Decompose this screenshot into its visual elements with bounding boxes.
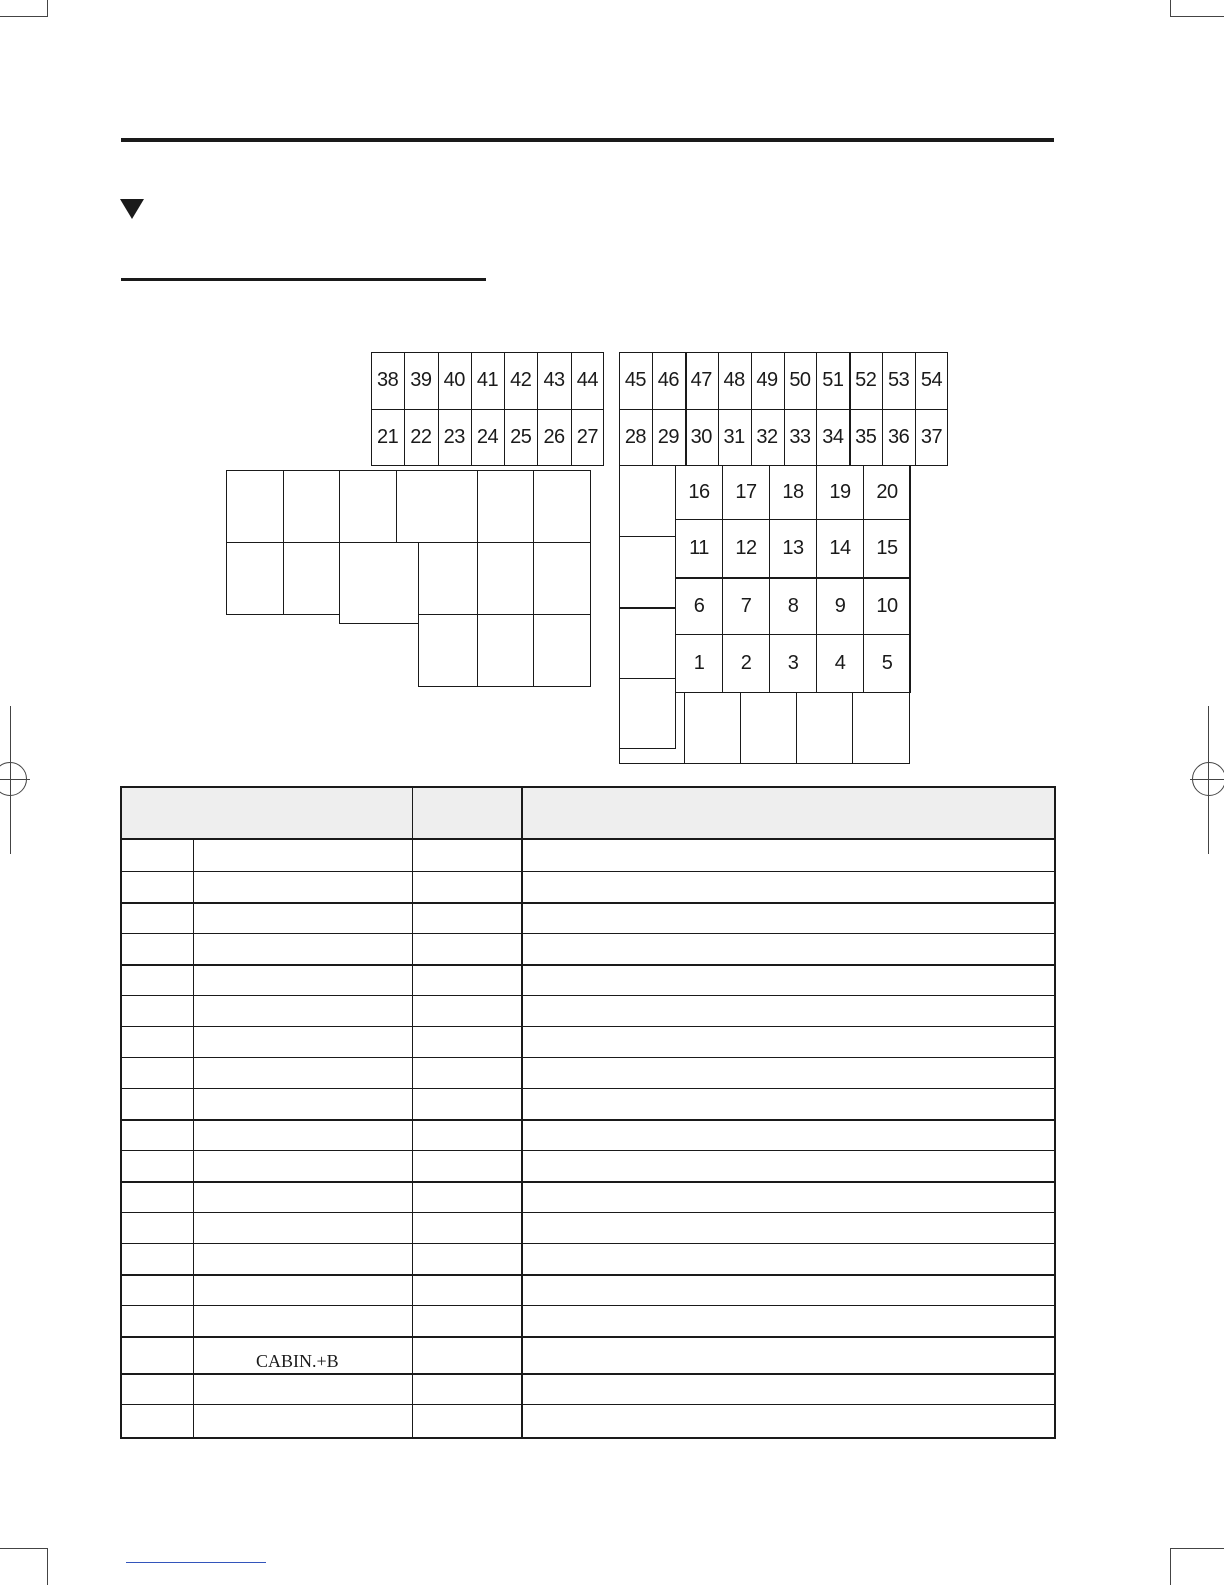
- strip-cell-divider: [537, 352, 538, 466]
- fuse-number-53: 53: [888, 369, 910, 391]
- fuse-number-5: 5: [863, 634, 911, 693]
- table-row-divider: [120, 1057, 1056, 1058]
- fuse-number-2: 2: [722, 634, 770, 693]
- fuse-number-50: 50: [789, 369, 811, 391]
- bottom-slot: [796, 692, 853, 764]
- fuse-number-23: 23: [443, 426, 465, 448]
- strip-cell-divider: [404, 352, 405, 466]
- strip-cell-divider: [471, 352, 472, 466]
- fuse-number-34: 34: [822, 426, 844, 448]
- side-slot: [619, 465, 676, 537]
- fuse-number-30: 30: [690, 426, 712, 448]
- relay-slot: [533, 542, 591, 615]
- fuse-number-16: 16: [675, 465, 723, 520]
- table-row-divider: [120, 1336, 1056, 1338]
- fuse-number-36: 36: [888, 426, 910, 448]
- relay-slot-large: [339, 542, 419, 624]
- bottom-slot: [852, 692, 910, 764]
- table-column-divider: [412, 786, 413, 1439]
- table-row-divider: [120, 933, 1056, 934]
- table-row-divider: [120, 1212, 1056, 1213]
- fuse-number-3: 3: [769, 634, 817, 693]
- table-row-divider: [120, 871, 1056, 872]
- fuse-number-51: 51: [822, 369, 844, 391]
- fuse-number-44: 44: [576, 369, 598, 391]
- table-row-divider: [120, 1373, 1056, 1375]
- relay-block-top-edge: [396, 470, 478, 471]
- fuse-number-25: 25: [510, 426, 532, 448]
- side-slot: [619, 678, 676, 749]
- fuse-number-45: 45: [624, 369, 647, 391]
- fuse-number-37: 37: [920, 426, 943, 448]
- fuse-number-32: 32: [756, 426, 778, 448]
- fuse-number-33: 33: [789, 426, 811, 448]
- fuse-number-11: 11: [675, 519, 723, 578]
- fuse-number-6: 6: [675, 577, 723, 635]
- table-row-divider: [120, 1026, 1056, 1027]
- table-column-divider: [193, 840, 194, 1439]
- relay-slot: [477, 542, 534, 615]
- fuse-number-39: 39: [410, 369, 432, 391]
- fuse-number-7: 7: [722, 577, 770, 635]
- relay-slot: [226, 542, 284, 615]
- table-column-divider: [521, 786, 523, 1439]
- fuse-number-27: 27: [576, 426, 598, 448]
- relay-slot: [533, 614, 591, 687]
- fuse-number-48: 48: [723, 369, 745, 391]
- fuse-number-29: 29: [657, 426, 679, 448]
- table-bottom-border: [120, 1437, 1056, 1439]
- strip-cell-divider: [504, 352, 505, 466]
- strip-cell-divider: [882, 352, 883, 466]
- table-row-divider: [120, 1150, 1056, 1151]
- strip-cell-divider: [438, 352, 439, 466]
- relay-slot: [418, 542, 478, 615]
- fuse-number-12: 12: [722, 519, 770, 578]
- fuse-name-cabin-b: CABIN.+B: [256, 1351, 339, 1371]
- fuse-number-18: 18: [769, 465, 817, 520]
- table-row-divider: [120, 964, 1056, 966]
- strip-cell-divider: [685, 352, 687, 466]
- fuse-number-14: 14: [816, 519, 864, 578]
- table-row-divider: [120, 1181, 1056, 1183]
- footer-link-underline: [126, 1562, 266, 1563]
- strip-cell-divider: [718, 352, 719, 466]
- table-row-divider: [120, 1119, 1056, 1121]
- fuse-number-13: 13: [769, 519, 817, 578]
- fuse-number-15: 15: [863, 519, 911, 578]
- fuse-number-28: 28: [624, 426, 647, 448]
- bottom-slot: [684, 692, 741, 764]
- fuse-number-1: 1: [675, 634, 723, 693]
- table-row-divider: [120, 995, 1056, 996]
- fuse-number-22: 22: [410, 426, 432, 448]
- fuse-number-4: 4: [816, 634, 864, 693]
- strip-divider: [371, 409, 604, 410]
- table-row-divider: [120, 1274, 1056, 1276]
- fuse-number-49: 49: [756, 369, 778, 391]
- relay-slot: [477, 614, 534, 687]
- relay-slot: [339, 470, 397, 543]
- fuse-number-19: 19: [816, 465, 864, 520]
- fuse-number-17: 17: [722, 465, 770, 520]
- bottom-slot: [740, 692, 797, 764]
- table-row-divider: [120, 1243, 1056, 1244]
- fuse-number-26: 26: [543, 426, 565, 448]
- fuse-number-21: 21: [377, 426, 399, 448]
- fuse-table: [120, 786, 1056, 1439]
- fuse-number-46: 46: [657, 369, 679, 391]
- strip-cell-divider: [571, 352, 572, 466]
- fuse-number-24: 24: [476, 426, 499, 448]
- fuse-number-9: 9: [816, 577, 864, 635]
- fuse-number-10: 10: [863, 577, 911, 635]
- strip-cell-divider: [849, 352, 851, 466]
- fuse-number-52: 52: [855, 369, 877, 391]
- fuse-number-31: 31: [723, 426, 745, 448]
- table-row-divider: [120, 1305, 1056, 1306]
- table-left-border: [120, 786, 122, 1439]
- table-right-border: [1054, 786, 1056, 1439]
- fuse-number-54: 54: [920, 369, 943, 391]
- side-slot: [619, 536, 676, 608]
- fuse-number-43: 43: [543, 369, 565, 391]
- fuse-number-40: 40: [443, 369, 465, 391]
- strip-cell-divider: [784, 352, 785, 466]
- fuse-number-42: 42: [510, 369, 532, 391]
- relay-slot: [533, 470, 591, 543]
- table-row-divider: [120, 1404, 1056, 1405]
- strip-cell-divider: [915, 352, 916, 466]
- side-slot: [619, 607, 676, 679]
- table-row-divider: [120, 1088, 1056, 1089]
- table-row-divider: [120, 902, 1056, 904]
- table-header: [120, 786, 1056, 840]
- relay-slot: [226, 470, 284, 543]
- strip-cell-divider: [816, 352, 817, 466]
- fuse-number-41: 41: [476, 369, 499, 391]
- relay-slot: [283, 542, 340, 615]
- grid-group-divider: [675, 577, 910, 579]
- strip-cell-divider: [652, 352, 653, 466]
- fuse-number-20: 20: [863, 465, 911, 520]
- fuse-number-8: 8: [769, 577, 817, 635]
- relay-slot: [283, 470, 340, 543]
- relay-slot: [477, 470, 534, 543]
- fuse-number-47: 47: [690, 369, 712, 391]
- fuse-number-38: 38: [377, 369, 399, 391]
- strip-cell-divider: [751, 352, 752, 466]
- fuse-number-35: 35: [855, 426, 877, 448]
- relay-slot: [418, 614, 478, 687]
